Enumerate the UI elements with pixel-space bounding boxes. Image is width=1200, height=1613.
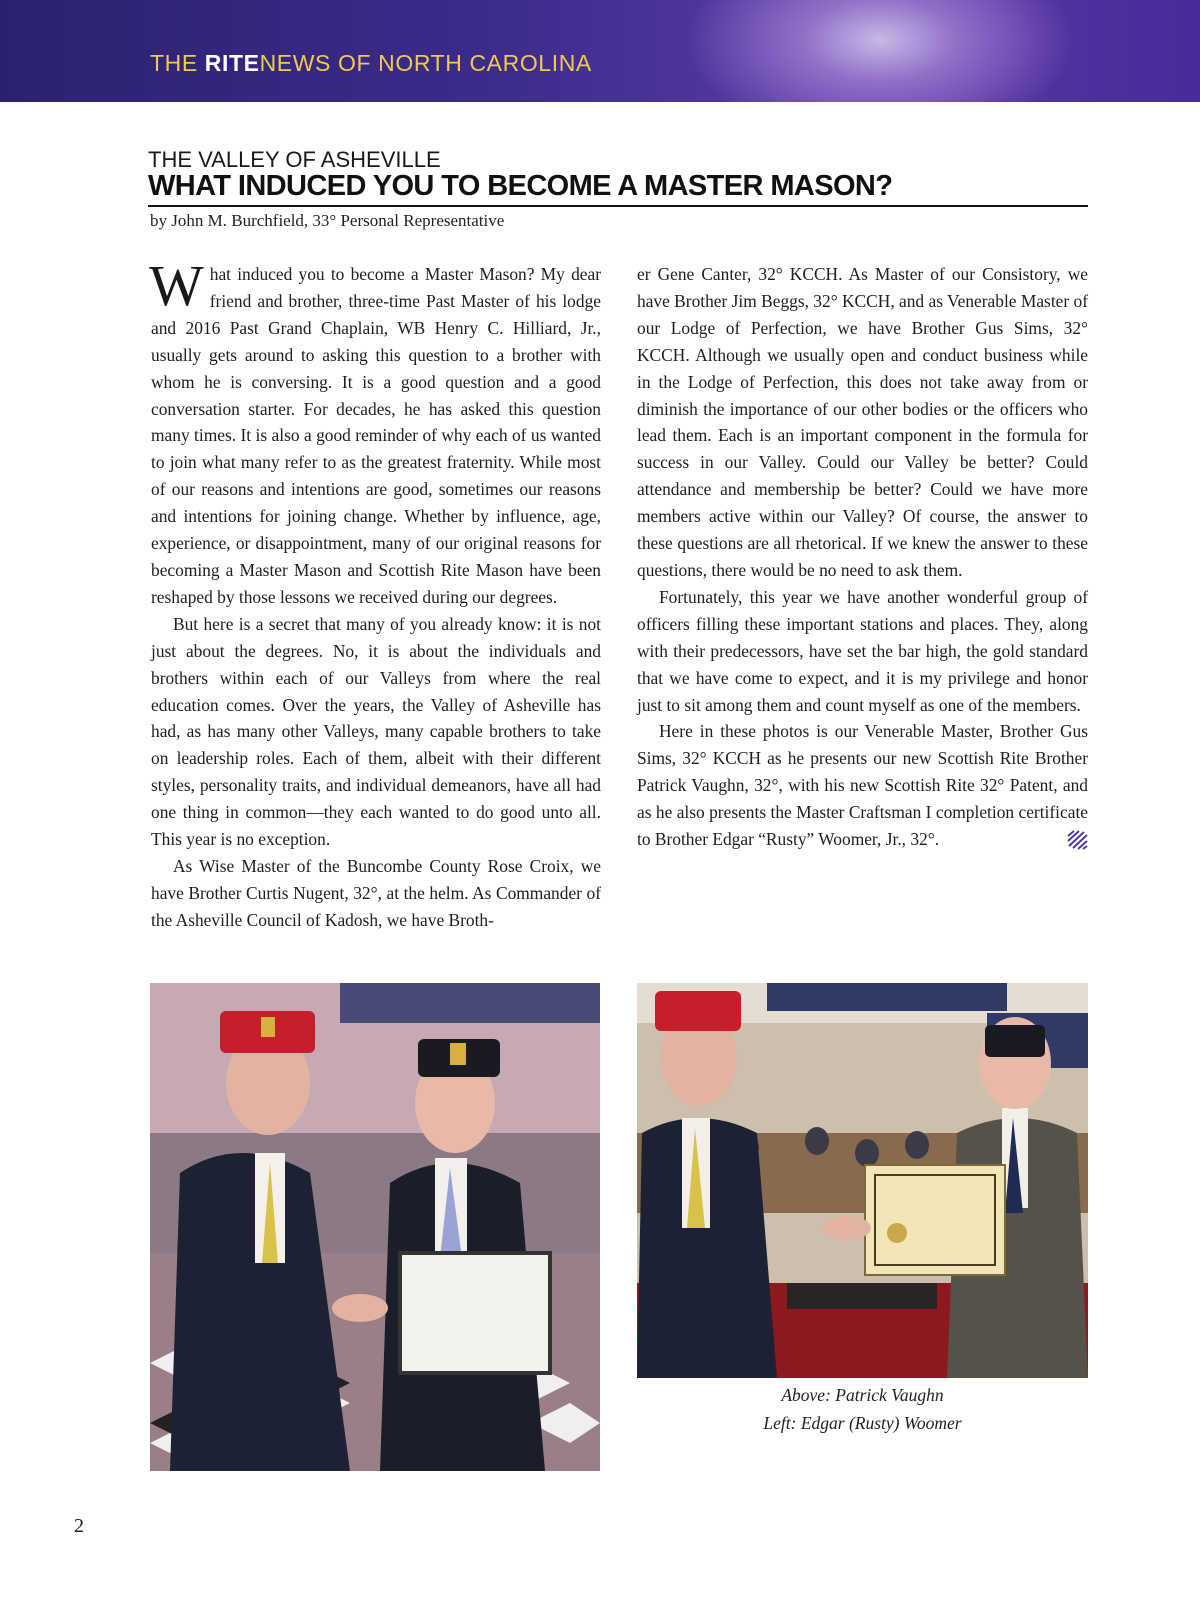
- masthead-band: [0, 0, 1200, 102]
- drop-cap: W: [149, 253, 204, 318]
- masthead-title-post: NEWS OF NORTH CAROLINA: [259, 50, 592, 76]
- photo-patrick-vaughn: [637, 983, 1088, 1378]
- article-kicker: THE VALLEY OF ASHEVILLE: [148, 147, 441, 172]
- left-paragraph-1-text: hat induced you to become a Master Mason? My dear friend and brother, three-time Past Master of his lodge and 2016 Past Grand Chaplain, WB Henry C. Hilliard, Jr., usually gets around to asking this question to a brother with whom he is conversing. It is a good question and a good conversation starter. For decades, he has asked this question many times. It is also a good reminder of why each of us wanted to join what many refer to as the greatest fraternity. While most of our reasons and intentions are good, sometimes our reasons and intentions for joining change. Whether by influence, age, experience, or disappointment, many of our original reasons for becoming a Master Mason and Scottish Rite Mason have been reshaped by those lessons we received during our degrees.: [151, 264, 601, 607]
- article-column-left: [149, 253, 601, 934]
- page-number: 2: [74, 1515, 84, 1537]
- left-paragraph-1: [149, 253, 601, 611]
- left-paragraph-3: As Wise Master of the Buncombe County Rose Croix, we have Brother Curtis Nugent, 32°, at the helm. As Commander of the Asheville Council of Kadosh, we have Broth-: [151, 855, 601, 930]
- right-paragraph-2: Fortunately, this year we have another wonderful group of officers filling these important stations and places. They, along with their predecessors, have set the bar high, the gold standard that we have come to expect, and it is my privilege and honor just to sit among them and count myself as one of the members.: [637, 586, 1088, 715]
- article-column-right: [637, 261, 1088, 853]
- photo-edgar-woomer: [150, 983, 600, 1471]
- right-paragraph-1: er Gene Canter, 32° KCCH. As Master of our Consistory, we have Brother Jim Beggs, 32° KCCH, and as Venerable Master of our Lodge of Perfection, we have Brother Gus Sims, 32° KCCH. Although we usually open and conduct business while in the Lodge of Perfection, this does not take away from or diminish the importance of our other bodies or the officers who lead them. Each is an important component in the formula for success in our Valley. Could our Valley be better? Could attendance and membership be better? Could we have more members active within our Valley? Of course, the answer to these questions are all rhetorical. If we knew the answer to these questions, there would be no need to ask them.: [637, 264, 1088, 580]
- masthead-title-pre: THE: [150, 50, 205, 76]
- masthead-title-rite: RITE: [204, 50, 260, 76]
- photo-patrick-vaughn-image: [637, 983, 1088, 1378]
- left-paragraph-2: But here is a secret that many of you already know: it is not just about the degrees. No, it is about the individuals and brothers within each of our Valleys from where the real education comes. Over the years, the Valley of Asheville has had, as has many other Valleys, many capable brothers to take on leadership roles. Each of them, albeit with their different styles, personality traits, and individual demeanors, have all had one thing in common—they each wanted to do good unto all. This year is no exception.: [151, 613, 601, 850]
- caption-above: Above: Patrick Vaughn: [781, 1385, 944, 1405]
- right-paragraph-3-text: Here in these photos is our Venerable Master, Brother Gus Sims, 32° KCCH as he presents our new Scottish Rite Brother Patrick Vaughn, 32°, with his new Scottish Rite 32° Patent, and as he also presents the Master Craftsman I completion certificate to Brother Edgar “Rusty” Woomer, Jr., 32°.: [637, 721, 1088, 850]
- caption-left: Left: Edgar (Rusty) Woomer: [763, 1413, 962, 1433]
- article-byline: by John M. Burchfield, 33° Personal Representative: [150, 211, 505, 230]
- end-of-article-icon: [1066, 830, 1088, 850]
- right-paragraph-3: [637, 718, 1088, 853]
- masthead-title: [150, 50, 592, 77]
- photo-edgar-woomer-image: [150, 983, 600, 1471]
- article-headline: WHAT INDUCED YOU TO BECOME A MASTER MASON?: [148, 170, 1088, 207]
